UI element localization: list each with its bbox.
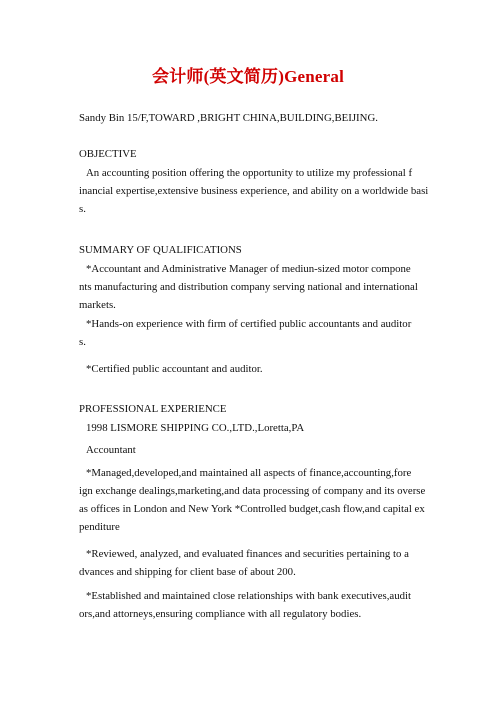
role-line: Accountant bbox=[86, 444, 136, 456]
experience-line: penditure bbox=[79, 521, 120, 533]
summary-line: nts manufacturing and distribution company serving national and international bbox=[79, 281, 418, 293]
summary-line: markets. bbox=[79, 299, 116, 311]
summary-line: s. bbox=[79, 336, 86, 348]
experience-line: ign exchange dealings,marketing,and data processing of company and its overse bbox=[79, 485, 426, 497]
experience-heading: PROFESSIONAL EXPERIENCE bbox=[79, 403, 227, 415]
experience-line: ors,and attorneys,ensuring compliance with all regulatory bodies. bbox=[79, 608, 362, 620]
experience-line: dvances and shipping for client base of about 200. bbox=[79, 566, 296, 578]
experience-line: as offices in London and New York *Controlled budget,cash flow,and capital ex bbox=[79, 503, 425, 515]
experience-line: *Managed,developed,and maintained all aspects of finance,accounting,fore bbox=[86, 467, 412, 479]
objective-heading: OBJECTIVE bbox=[79, 148, 137, 160]
objective-line: s. bbox=[79, 203, 86, 215]
contact-line: Sandy Bin 15/F,TOWARD ,BRIGHT CHINA,BUILDING,BEIJING. bbox=[79, 112, 378, 124]
experience-line: *Reviewed, analyzed, and evaluated finances and securities pertaining to a bbox=[86, 548, 409, 560]
summary-line: *Certified public accountant and auditor. bbox=[86, 363, 263, 375]
document-title: 会计师(英文简历)General bbox=[151, 67, 345, 86]
employer-line: 1998 LISMORE SHIPPING CO.,LTD.,Loretta,PA bbox=[86, 422, 305, 434]
objective-line: inancial expertise,extensive business experience, and ability on a worldwide basi bbox=[79, 185, 429, 197]
objective-line: An accounting position offering the opportunity to utilize my professional f bbox=[86, 167, 413, 179]
experience-line: *Established and maintained close relationships with bank executives,audit bbox=[86, 590, 412, 602]
summary-line: *Accountant and Administrative Manager of mediun-sized motor compone bbox=[86, 263, 411, 275]
summary-line: *Hands-on experience with firm of certified public accountants and auditor bbox=[86, 318, 412, 330]
summary-heading: SUMMARY OF QUALIFICATIONS bbox=[79, 244, 242, 256]
